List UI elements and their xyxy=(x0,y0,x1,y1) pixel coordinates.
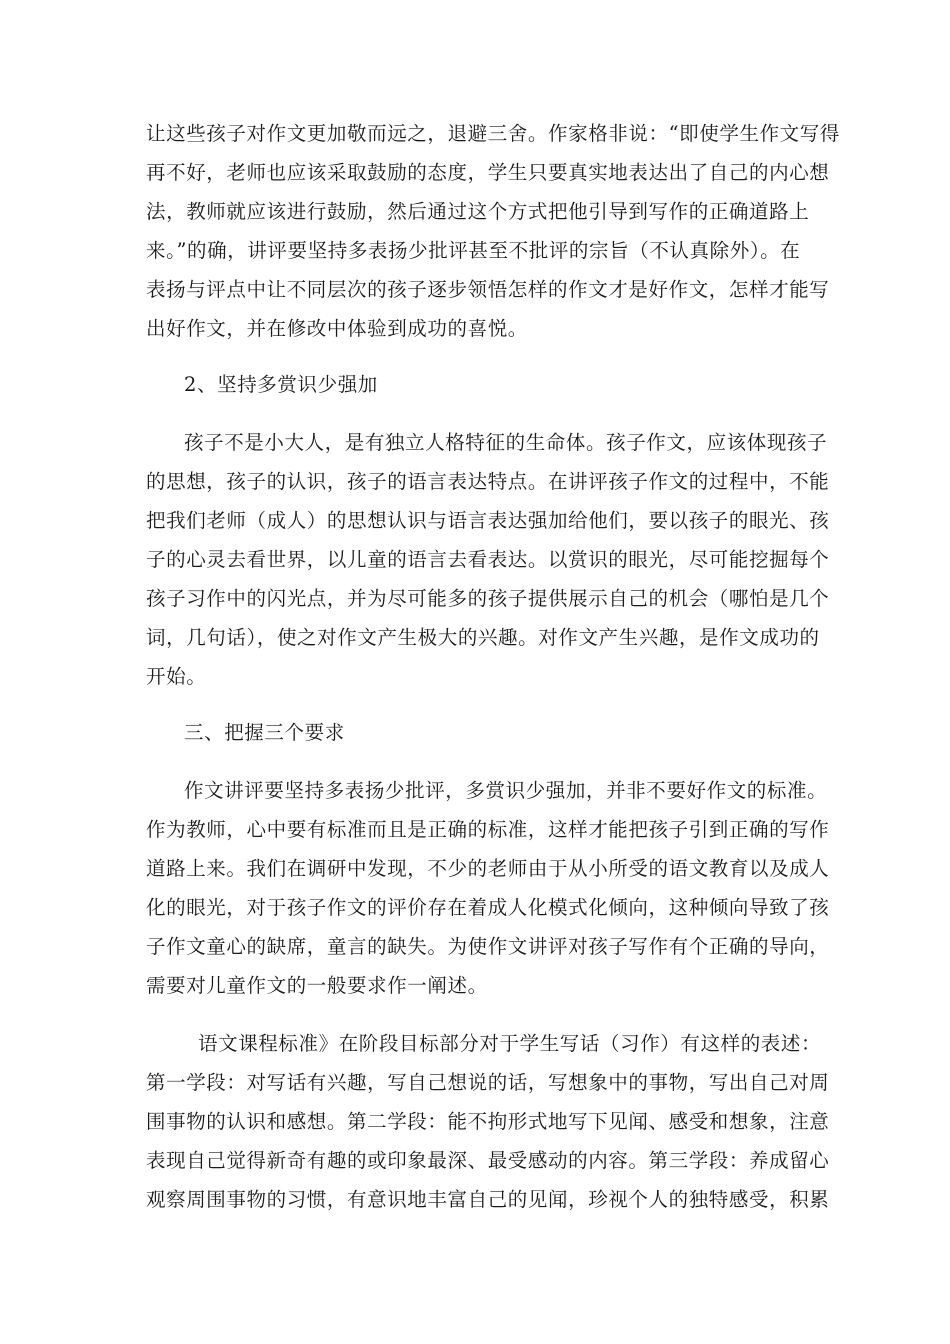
paragraph-line: 子作文童心的缺席，童言的缺失。为使作文讲评对孩子写作有个正确的导向， xyxy=(146,935,830,958)
section-heading: 2、坚持多赏识少强加 xyxy=(184,373,378,396)
paragraph-line: 观察周围事物的习惯，有意识地丰富自己的见闻，珍视个人的独特感受，积累 xyxy=(146,1188,830,1211)
paragraph-line: 把我们老师（成人）的思想认识与语言表达强加给他们，要以孩子的眼光、孩 xyxy=(146,509,830,532)
paragraph-line: 表现自己觉得新奇有趣的或印象最深、最受感动的内容。第三学段：养成留心 xyxy=(146,1149,830,1172)
paragraph-line: 表扬与评点中让不同层次的孩子逐步领悟怎样的作文才是好作文，怎样才能写 xyxy=(146,278,830,301)
paragraph-line: 来。”的确，讲评要坚持多表扬少批评甚至不批评的宗旨（不认真除外）。在 xyxy=(146,239,801,262)
paragraph-line: 出好作文，并在修改中体验到成功的喜悦。 xyxy=(146,317,528,340)
paragraph-line: 开始。 xyxy=(146,665,207,688)
paragraph-line: 作文讲评要坚持多表扬少批评，多赏识少强加，并非不要好作文的标准。 xyxy=(184,779,828,802)
paragraph-line: 孩子习作中的闪光点，并为尽可能多的孩子提供展示自己的机会（哪怕是几个 xyxy=(146,587,830,610)
paragraph-line: 作为教师，心中要有标准而且是正确的标准，这样才能把孩子引到正确的写作 xyxy=(146,818,830,841)
paragraph-line: 道路上来。我们在调研中发现，不少的老师由于从小所受的语文教育以及成人 xyxy=(146,857,830,880)
paragraph-line: 围事物的认识和感想。第二学段：能不拘形式地写下见闻、感受和想象，注意 xyxy=(146,1110,830,1133)
paragraph-line: 需要对儿童作文的一般要求作一阐述。 xyxy=(146,974,488,997)
paragraph-line: 孩子不是小大人，是有独立人格特征的生命体。孩子作文，应该体现孩子 xyxy=(184,431,828,454)
paragraph-line: 的思想，孩子的认识，孩子的语言表达特点。在讲评孩子作文的过程中，不能 xyxy=(146,470,830,493)
paragraph-line: 子的心灵去看世界，以儿童的语言去看表达。以赏识的眼光，尽可能挖掘每个 xyxy=(146,548,830,571)
paragraph-line: 让这些孩子对作文更加敬而远之，退避三舍。作家格非说：“即使学生作文写得 xyxy=(146,122,840,145)
section-heading: 三、把握三个要求 xyxy=(184,721,345,744)
paragraph-line: 词，几句话），使之对作文产生极大的兴趣。对作文产生兴趣，是作文成功的 xyxy=(146,626,820,649)
paragraph-line: 第一学段：对写话有兴趣，写自己想说的话，写想象中的事物，写出自己对周 xyxy=(146,1071,830,1094)
paragraph-line: 再不好，老师也应该采取鼓励的态度，学生只要真实地表达出了自己的内心想 xyxy=(146,161,830,184)
paragraph-line: 语文课程标准》在阶段目标部分对于学生写话（习作）有这样的表述： xyxy=(198,1032,822,1055)
paragraph-line: 化的眼光，对于孩子作文的评价存在着成人化模式化倾向，这种倾向导致了孩 xyxy=(146,896,830,919)
paragraph-line: 法，教师就应该进行鼓励，然后通过这个方式把他引导到写作的正确道路上 xyxy=(146,200,810,223)
